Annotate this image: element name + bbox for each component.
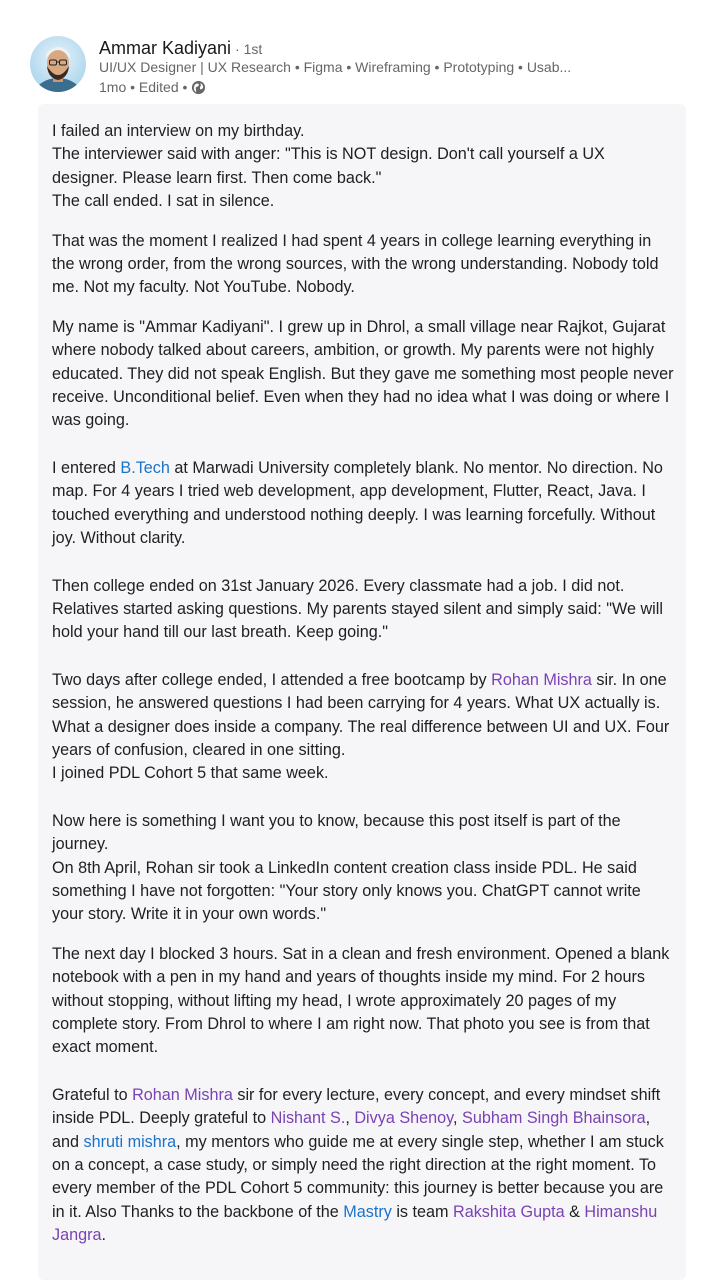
paragraph-9-text-8: & (564, 1202, 585, 1221)
paragraph-3: My name is "Ammar Kadiyani". I grew up in Dhrol, a small village near Rajkot, Gujarat where nobody talked about careers, ambition, or growth. My parents were not highly educated. They did not speak English. But they gave me something most people never receive. Unconditional belief. Even when they had no idea what I was doing or where I was going. (52, 317, 674, 430)
hashtag-btech-link[interactable]: B.Tech (120, 458, 170, 477)
paragraph-9-text-7: is team (391, 1202, 453, 1221)
post-time: 1mo (99, 79, 127, 95)
mention-rohan-mishra[interactable]: Rohan Mishra (491, 670, 592, 689)
avatar[interactable] (30, 36, 86, 92)
mention-mastry[interactable]: Mastry (343, 1202, 392, 1221)
paragraph-7-line-2: On 8th April, Rohan sir took a LinkedIn content creation class inside PDL. He said something I have not forgotten: "Your story only knows you. ChatGPT cannot write your story. Write it in your own words." (52, 858, 641, 924)
paragraph-6-text-2: sir. In one session, he answered questions I had been carrying for 4 years. What UX actually is. What a designer does inside a company. The real difference between UI and UX. Four years of confusion, cleared in one sitting. (52, 670, 670, 759)
paragraph-7-line-1: Now here is something I want you to know, because this post itself is part of the journey. (52, 811, 621, 854)
author-headline: UI/UX Designer | UX Research • Figma • Wireframing • Prototyping • Usab... (99, 59, 572, 75)
globe-icon (191, 80, 206, 95)
paragraph-1 (52, 120, 674, 214)
paragraph-9-text-9: . (101, 1226, 106, 1245)
paragraph-9-text-3: , (345, 1109, 355, 1128)
paragraph-2: That was the moment I realized I had spent 4 years in college learning everything in the wrong order, from the wrong sources, with the wrong understanding. Nobody told me. Not my faculty. Not YouTube. Nobody. (52, 231, 659, 297)
paragraph-4-text-2: at Marwadi University completely blank. No mentor. No direction. No map. For 4 years I tried web development, app development, Flutter, React, Java. I touched everything and understood nothing deeply. I was learning forcefully. Without joy. Without clarity. (52, 458, 663, 548)
paragraph-1-line-2: The interviewer said with anger: "This is NOT design. Don't call yourself a UX designer. Please learn first. Then come back." (52, 145, 605, 187)
profile-photo-icon (30, 36, 86, 92)
paragraph-4 (52, 457, 674, 551)
mention-nishant-s[interactable]: Nishant S. (270, 1109, 346, 1128)
mention-shruti-mishra[interactable]: shruti mishra (83, 1132, 177, 1151)
paragraph-5: Then college ended on 31st January 2026. Every classmate had a job. I did not. Relatives started asking questions. My parents stayed silent and simply said: "We will hold your hand till our last breath. Keep going." (52, 576, 663, 642)
paragraph-7 (52, 810, 674, 927)
paragraph-6-line-2: I joined PDL Cohort 5 that same week. (52, 764, 329, 783)
paragraph-8: The next day I blocked 3 hours. Sat in a clean and fresh environment. Opened a blank notebook with a pen in my hand and years of thoughts inside my mind. For 2 hours without stopping, without lifting my head, I wrote approximately 20 pages of my complete story. From Dhrol to where I am right now. That photo you see is from that exact moment. (52, 944, 670, 1057)
paragraph-4-text: I entered (52, 458, 121, 477)
paragraph-9-text-4: , (453, 1109, 463, 1128)
paragraph-9-text-6: , my mentors who guide me at every single step, whether I am stuck on a concept, a case study, or simply need the right direction at the right moment. To every member of the PDL Cohort 5 community: this journey is better because you are in it. Also Thanks to the backbone of the (52, 1132, 664, 1221)
paragraph-9-text-5: , and (52, 1109, 651, 1151)
paragraph-1-line-3: The call ended. I sat in silence. (52, 192, 275, 211)
paragraph-1-line-1: I failed an interview on my birthday. (52, 122, 305, 140)
mention-rakshita-gupta[interactable]: Rakshita Gupta (453, 1202, 565, 1221)
post-meta (99, 78, 206, 96)
post-header (0, 0, 720, 110)
mention-himanshu-jangra[interactable]: Himanshu Jangra (52, 1202, 658, 1245)
paragraph-9 (52, 1084, 674, 1248)
paragraph-9-text-2: sir for every lecture, every concept, and every mindset shift inside PDL. Deeply grateful to (52, 1085, 661, 1128)
mention-divya-shenoy[interactable]: Divya Shenoy (354, 1109, 454, 1128)
paragraph-9-text-1: Grateful to (52, 1085, 133, 1104)
edited-label: • Edited • (130, 79, 188, 95)
author-name[interactable]: Ammar Kadiyani (99, 38, 232, 58)
mention-subham-singh-bhainsora[interactable]: Subham Singh Bhainsora (462, 1109, 646, 1128)
post-body (52, 120, 674, 1248)
paragraph-6 (52, 669, 674, 786)
connection-degree: · 1st (235, 41, 263, 57)
mention-rohan-mishra-2[interactable]: Rohan Mishra (132, 1085, 233, 1104)
paragraph-6-text: Two days after college ended, I attended a free bootcamp by (52, 670, 492, 689)
